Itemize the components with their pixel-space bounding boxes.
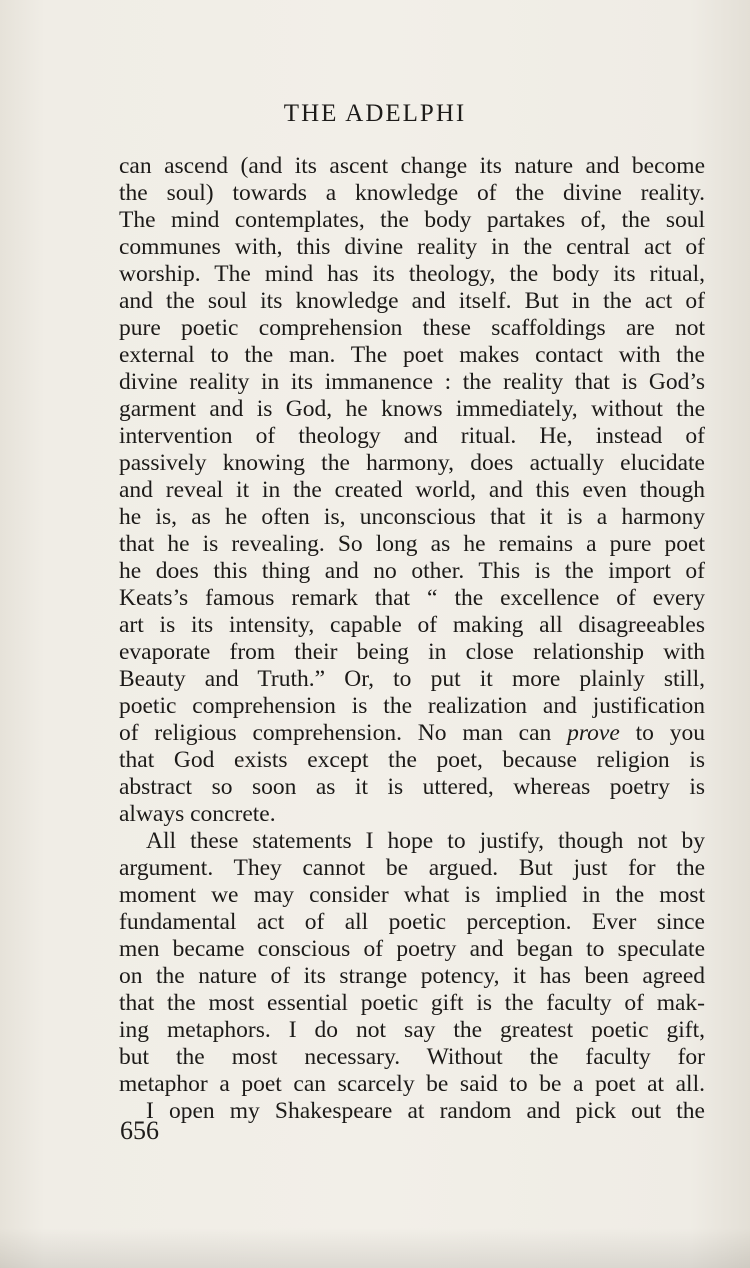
text-line: but the most necessary. Without the faculty for (119, 1044, 705, 1070)
text-segment: to you (635, 720, 706, 746)
text-line: that God exists except the poet, because religion is (119, 747, 705, 773)
text-line: can ascend (and its ascent change its nature and become (119, 153, 705, 179)
text-line: art is its intensity, capable of making all disagreeables (119, 612, 705, 638)
text-line: Keats’s famous remark that “ the excellence of every (119, 585, 705, 611)
text-line: moment we may consider what is implied in the most (119, 882, 705, 908)
text-line: on the nature of its strange potency, it has been agreed (119, 963, 705, 989)
body-text (119, 153, 705, 1125)
text-line: divine reality in its immanence : the reality that is God’s (119, 369, 705, 395)
text-line: that the most essential poetic gift is the faculty of mak- (119, 990, 705, 1016)
text-line: always concrete. (119, 801, 276, 827)
page-number: 656 (120, 1116, 159, 1145)
text-line: Beauty and Truth.” Or, to put it more plainly still, (119, 666, 705, 692)
text-line: ing metaphors. I do not say the greatest poetic gift, (119, 1017, 705, 1043)
text-line: he is, as he often is, unconscious that it is a harmony (119, 504, 705, 530)
text-line: external to the man. The poet makes contact with the (119, 342, 705, 368)
text-line: he does this thing and no other. This is the import of (119, 558, 705, 584)
text-line: fundamental act of all poetic perception. Ever since (119, 909, 705, 935)
text-line: worship. The mind has its theology, the body its ritual, (119, 261, 705, 287)
text-line: the soul) towards a knowledge of the divine reality. (119, 180, 705, 206)
text-line: abstract so soon as it is uttered, whereas poetry is (119, 774, 705, 800)
text-line: metaphor a poet can scarcely be said to be a poet at all. (119, 1071, 705, 1097)
text-line: garment and is God, he knows immediately, without the (119, 396, 705, 422)
text-line: that he is revealing. So long as he remains a pure poet (119, 531, 705, 557)
text-line: The mind contemplates, the body partakes of, the soul (119, 207, 705, 233)
page-edge-shadow (0, 1228, 750, 1268)
text-line: poetic comprehension is the realization and justification (119, 693, 705, 719)
text-line: communes with, this divine reality in the central act of (119, 234, 705, 260)
text-line: men became conscious of poetry and began to speculate (119, 936, 705, 962)
text-segment: of religious comprehension. No man can (119, 720, 552, 746)
text-line: pure poetic comprehension these scaffoldings are not (119, 315, 705, 341)
text-line: All these statements I hope to justify, though not by (146, 828, 705, 854)
text-line-with-italic (119, 720, 705, 747)
text-line: and reveal it in the created world, and this even though (119, 477, 705, 503)
text-line: I open my Shakespeare at random and pick out the (146, 1098, 705, 1124)
text-line: passively knowing the harmony, does actually elucidate (119, 450, 705, 476)
text-line: argument. They cannot be argued. But just for the (119, 855, 705, 881)
running-head: THE ADELPHI (283, 100, 467, 127)
italic-word: prove (567, 720, 620, 746)
text-line: and the soul its knowledge and itself. But in the act of (119, 288, 705, 314)
text-line: evaporate from their being in close relationship with (119, 639, 705, 665)
text-line: intervention of theology and ritual. He, instead of (119, 423, 705, 449)
